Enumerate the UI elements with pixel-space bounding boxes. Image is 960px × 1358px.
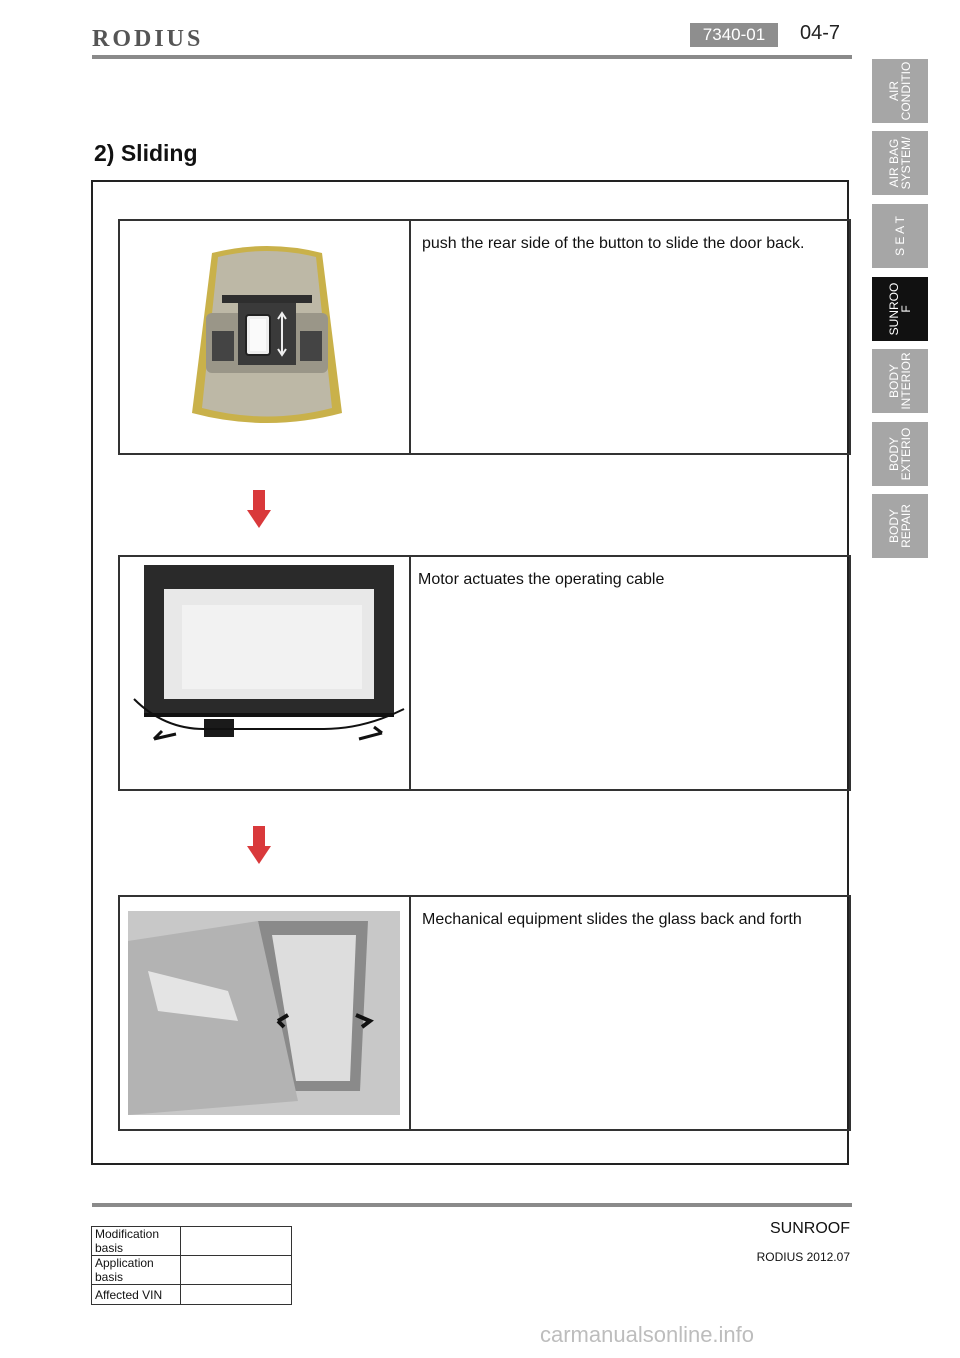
- page-number: 04-7: [800, 22, 841, 44]
- side-tab-seat[interactable]: S E A T: [872, 204, 928, 268]
- header-rule: [92, 55, 852, 59]
- side-tab-air-bag[interactable]: AIR BAG SYSTEM/: [872, 131, 928, 195]
- side-tab-sunroof[interactable]: SUNROO F: [872, 277, 928, 341]
- brand-logo: RODIUS: [92, 26, 204, 52]
- section-code-badge: 7340-01: [690, 23, 778, 47]
- step-3: [118, 895, 851, 1131]
- footer-chapter: SUNROOF: [770, 1220, 850, 1237]
- sunroof-frame-photo: [124, 559, 406, 755]
- sliding-glass-photo: [128, 911, 400, 1129]
- arrow-down-icon: [247, 826, 271, 864]
- step-3-text: Mechanical equipment slides the glass back and forth: [422, 911, 802, 928]
- footer-model: RODIUS 2012.07: [756, 1250, 850, 1264]
- side-tab-body-interior[interactable]: BODY INTERIOR: [872, 349, 928, 413]
- table-row: Application basis: [92, 1256, 292, 1285]
- section-title: 2) Sliding: [94, 140, 198, 166]
- table-row: Affected VIN: [92, 1285, 292, 1305]
- watermark: carmanualsonline.info: [540, 1322, 755, 1347]
- side-tab-body-repair[interactable]: BODY REPAIR: [872, 494, 928, 558]
- side-tab-air-conditioning[interactable]: AIR CONDITIO: [872, 59, 928, 123]
- step-1: [118, 219, 851, 455]
- side-tab-body-exterior[interactable]: BODY EXTERIO: [872, 422, 928, 486]
- revision-info-table: [91, 1226, 292, 1305]
- step-1-text: push the rear side of the button to slide the door back.: [422, 235, 805, 252]
- arrow-down-icon: [247, 490, 271, 528]
- table-row: Modification basis: [92, 1227, 292, 1256]
- footer-rule: [92, 1203, 852, 1207]
- step-2-text: Motor actuates the operating cable: [418, 571, 665, 588]
- step-2: [118, 555, 851, 791]
- overhead-console-photo: [182, 243, 352, 435]
